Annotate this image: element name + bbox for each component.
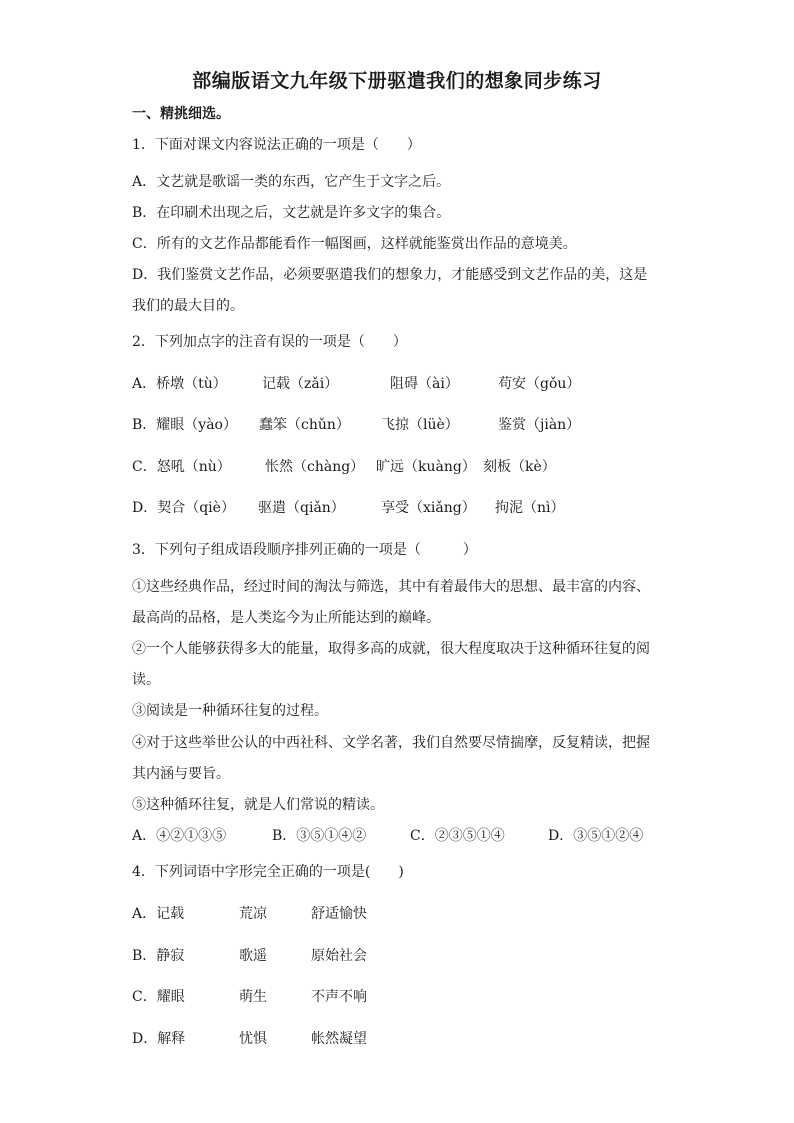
question-3-sentence-4-continued: 其内涵与要旨。 [132,766,230,782]
question-2-option-a-item: 阻碍（ài） [390,376,459,392]
question-4-option-b-item: 原始社会 [311,948,367,964]
question-3-sentence-1-continued: 最高尚的品格，是人类迄今为止所能达到的巅峰。 [132,610,440,626]
question-3-stem: 3．下列句子组成语段顺序排列正确的一项是（ ） [132,542,477,558]
question-4-option-a-item: 舒适愉快 [311,906,367,922]
question-2-option-c-item: C．怒吼（nù） [132,459,231,475]
question-3-sentence-1: ①这些经典作品，经过时间的淘汰与筛选，其中有着最伟大的思想、最丰富的内容、 [132,579,650,595]
question-1-option-d-continued: 我们的最大目的。 [132,298,244,314]
question-2-option-c-item: 刻板（kè） [483,459,556,475]
question-2-option-b-item: 蠢笨（chǔn） [259,417,350,433]
question-2-option-a-item: 记载（zǎi） [262,376,339,392]
question-2-option-d-item: 拘泥（nì） [495,500,565,516]
question-2-option-c-item: 旷远（kuàng） [376,459,476,475]
question-4-stem: 4．下列词语中字形完全正确的一项是( ) [132,864,404,880]
question-2-option-a-item: A．桥墩（tù） [132,376,227,392]
question-3-option-c: C．②③⑤①④ [410,828,505,844]
question-4-option-c-item: 萌生 [239,989,267,1005]
question-4-option-c-item: C．耀眼 [132,989,185,1005]
question-2-option-d-item: 享受（xiǎng） [381,500,476,516]
question-3-sentence-5: ⑤这种循环往复，就是人们常说的精读。 [132,797,384,813]
question-3-sentence-2-continued: 读。 [132,672,160,688]
question-1-stem: 1．下面对课文内容说法正确的一项是（ ） [132,137,421,153]
question-1-option-d: D．我们鉴赏文艺作品，必须要驱遣我们的想象力，才能感受到文艺作品的美，这是 [132,267,648,283]
question-1-option-a: A．文艺就是歌谣一类的东西，它产生于文字之后。 [132,174,451,190]
question-1-option-b: B．在印刷术出现之后，文艺就是许多文字的集合。 [132,205,451,221]
question-4-option-d-item: 帐然凝望 [311,1031,367,1047]
page-title: 部编版语文九年级下册驱遣我们的想象同步练习 [192,70,602,92]
question-4-option-b-item: B．静寂 [132,948,185,964]
question-4-option-b-item: 歌遥 [239,948,267,964]
question-4-option-a-item: 荒凉 [239,906,267,922]
question-2-option-b-item: B．耀眼（yào） [132,417,237,433]
question-3-sentence-3: ③阅读是一种循环往复的过程。 [132,703,328,719]
question-3-sentence-2: ②一个人能够获得多大的能量，取得多高的成就，很大程度取决于这种循环往复的阅 [132,641,650,657]
question-3-option-b: B．③⑤①④② [272,828,367,844]
question-2-option-d-item: D．契合（qiè） [132,500,235,516]
question-4-option-d-item: D．解释 [132,1031,186,1047]
question-2-option-b-item: 飞掠（lüè） [381,417,459,433]
question-2-option-d-item: 驱遣（qiǎn） [258,500,345,516]
question-2-option-a-item: 苟安（gǒu） [498,376,581,392]
question-4-option-a-item: A．记载 [132,906,185,922]
question-1-option-c: C．所有的文艺作品都能看作一幅图画，这样就能鉴赏出作品的意境美。 [132,236,577,252]
question-3-sentence-4: ④对于这些举世公认的中西社科、文学名著，我们自然要尽情揣摩，反复精读，把握 [132,735,650,751]
question-3-option-d: D．③⑤①②④ [548,828,644,844]
question-2-option-c-item: 怅然（chàng） [265,459,365,475]
question-4-option-d-item: 忧惧 [239,1031,267,1047]
section-heading: 一、精挑细选。 [132,106,230,122]
question-2-stem: 2．下列加点字的注音有误的一项是（ ） [132,334,407,350]
question-3-option-a: A．④②①③⑤ [132,828,227,844]
question-4-option-c-item: 不声不响 [311,989,367,1005]
question-2-option-b-item: 鉴赏（jiàn） [498,417,581,433]
